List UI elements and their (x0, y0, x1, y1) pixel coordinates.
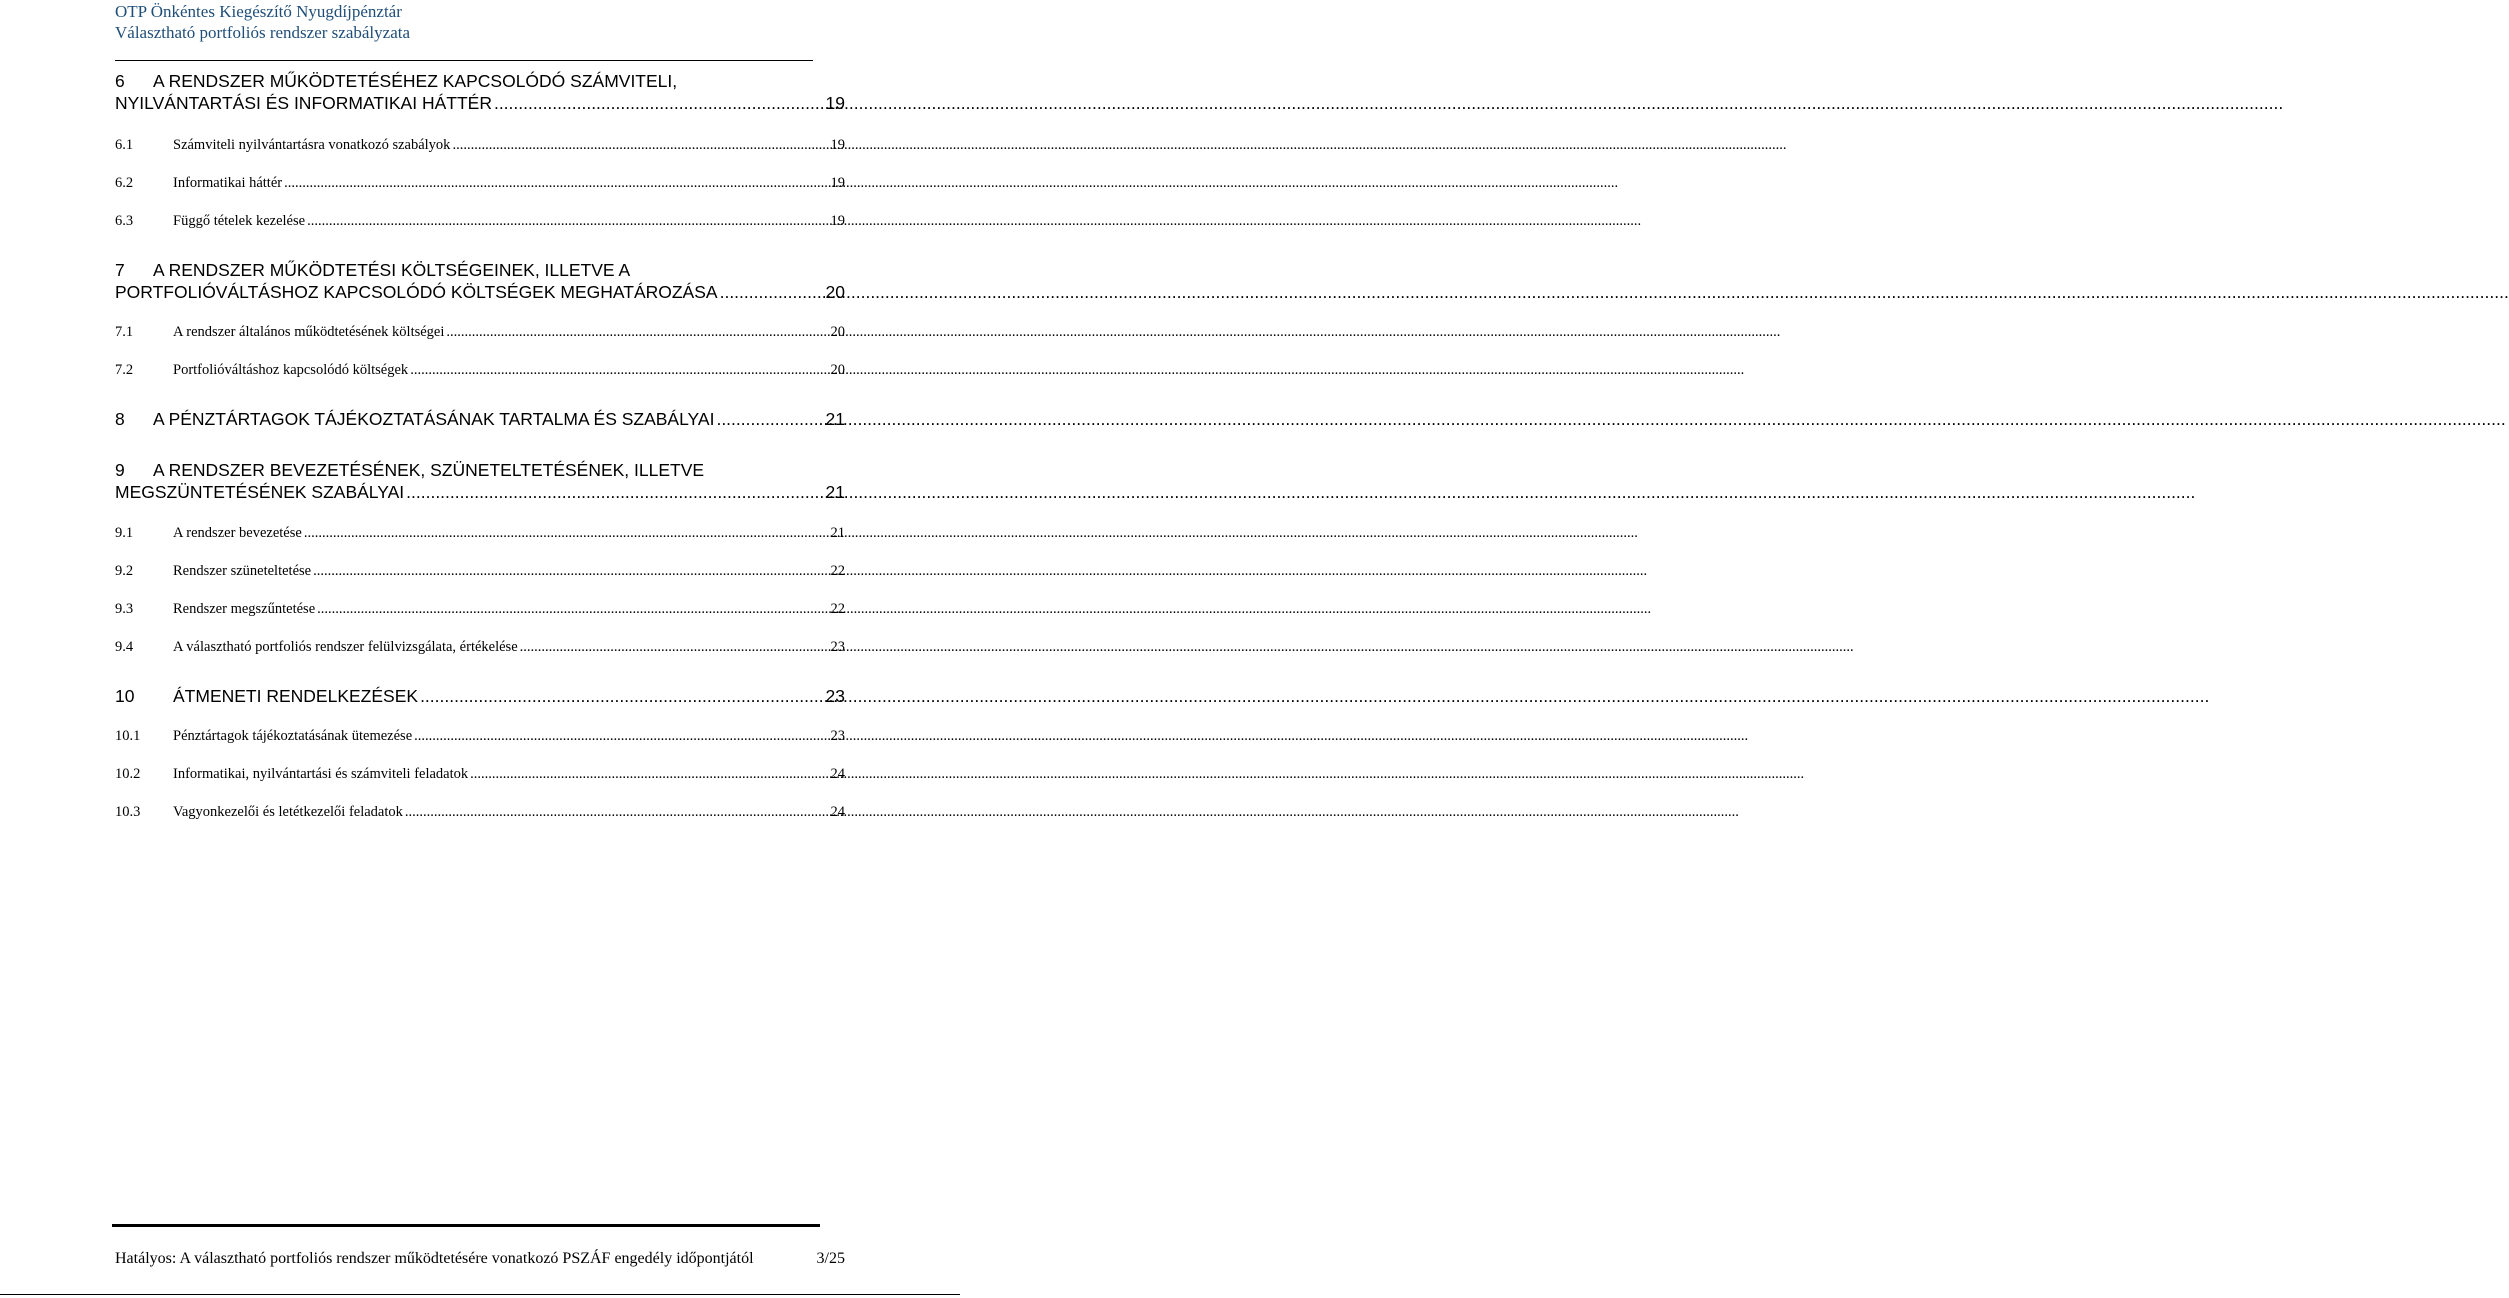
toc-leader (307, 212, 828, 230)
toc-title: Vagyonkezelői és letétkezelői feladatok (173, 804, 403, 820)
toc-page: 22 (830, 601, 845, 617)
toc-leader (405, 803, 829, 821)
toc-leader (520, 638, 829, 656)
header-divider (115, 60, 813, 61)
toc-entry-9-1[interactable] (115, 524, 845, 542)
toc-number: 9.4 (115, 639, 134, 655)
toc-entry-6-3[interactable] (115, 212, 845, 230)
toc-page: 22 (830, 563, 845, 579)
document-footer (115, 1249, 845, 1269)
toc-title: A választható portfoliós rendszer felülvizsgálata, értékelése (173, 639, 518, 655)
toc-number: 9.3 (115, 601, 134, 617)
toc-entry-7-2[interactable] (115, 361, 845, 379)
toc-page: 20 (825, 282, 845, 302)
toc-title: Informatikai, nyilvántartási és számviteli feladatok (173, 766, 469, 782)
toc-number: 9.1 (115, 525, 134, 541)
toc-page: 20 (830, 324, 845, 340)
toc-page: 24 (830, 804, 845, 820)
toc-page: 20 (830, 362, 845, 378)
toc-page: 23 (830, 728, 845, 744)
toc-number: 6.3 (115, 213, 134, 229)
toc-number: 9.2 (115, 563, 134, 579)
toc-page: 19 (825, 93, 845, 113)
toc-entry-6[interactable] (115, 70, 845, 114)
toc-title: Rendszer szüneteltetése (173, 563, 312, 579)
toc-number: 10 (115, 686, 135, 706)
toc-leader (313, 562, 828, 580)
toc-number: 10.2 (115, 766, 141, 782)
toc-number: 6.2 (115, 175, 134, 191)
toc-page: 21 (825, 409, 845, 429)
toc-entry-10-3[interactable] (115, 803, 845, 821)
toc-title: A rendszer bevezetése (173, 525, 302, 541)
toc-page: 24 (830, 766, 845, 782)
toc-page: 23 (830, 639, 845, 655)
toc-entry-7-1[interactable] (115, 323, 845, 341)
toc-title: Informatikai háttér (173, 175, 283, 191)
toc-page: 23 (825, 686, 845, 706)
toc-title: Számviteli nyilvántartásra vonatkozó szabályok (173, 137, 451, 153)
toc-entry-7[interactable] (115, 259, 845, 303)
toc-title: PORTFOLIÓVÁLTÁSHOZ KAPCSOLÓDÓ KÖLTSÉGEK MEGHATÁROZÁSA (115, 282, 718, 302)
toc-leader (284, 174, 828, 192)
toc-leader (452, 136, 828, 154)
toc-number: 6 (115, 71, 125, 91)
toc-entry-9-4[interactable] (115, 638, 845, 656)
toc-title-line1: A RENDSZER MŰKÖDTETÉSI KÖLTSÉGEINEK, ILLETVE A (153, 260, 631, 280)
toc-entry-9-3[interactable] (115, 600, 845, 618)
toc-number: 7.1 (115, 324, 134, 340)
toc-page: 21 (825, 482, 845, 502)
toc-leader (494, 92, 824, 114)
toc-number: 10.3 (115, 804, 141, 820)
toc-leader (716, 408, 823, 430)
toc-title: ÁTMENETI RENDELKEZÉSEK (173, 686, 419, 706)
toc-entry-6-2[interactable] (115, 174, 845, 192)
footer-divider (112, 1224, 820, 1227)
toc-title-line1: A RENDSZER BEVEZETÉSÉNEK, SZÜNETELTETÉSÉNEK, ILLETVE (153, 460, 705, 480)
toc-title: A rendszer általános működtetésének költségei (173, 324, 445, 340)
toc-title: MEGSZÜNTETÉSÉNEK SZABÁLYAI (115, 482, 405, 502)
document-title: Választható portfoliós rendszer szabályzata (115, 23, 411, 42)
toc-entry-10-2[interactable] (115, 765, 845, 783)
toc-leader (446, 323, 828, 341)
toc-number: 10.1 (115, 728, 141, 744)
toc-leader (317, 600, 828, 618)
toc-title: NYILVÁNTARTÁSI ÉS INFORMATIKAI HÁTTÉR (115, 93, 492, 113)
toc-number: 7 (115, 260, 125, 280)
toc-number: 6.1 (115, 137, 134, 153)
footer-validity-text: Hatályos: A választható portfoliós rendszer működtetésére vonatkozó PSZÁF engedély időpontjától (115, 1250, 754, 1267)
toc-leader (410, 361, 828, 379)
toc-entry-8[interactable] (115, 408, 845, 430)
fund-name: OTP Önkéntes Kiegészítő Nyugdíjpénztár (115, 2, 402, 21)
toc-title: A PÉNZTÁRTAGOK TÁJÉKOZTATÁSÁNAK TARTALMA ÉS SZABÁLYAI (153, 409, 715, 429)
toc-number: 8 (115, 409, 125, 429)
toc-title: Pénztártagok tájékoztatásának ütemezése (173, 728, 413, 744)
toc-title-line1: A RENDSZER MŰKÖDTETÉSÉHEZ KAPCSOLÓDÓ SZÁMVITELI, (153, 71, 678, 91)
document-header (115, 2, 835, 43)
toc-leader (720, 281, 824, 303)
toc-page: 19 (830, 137, 845, 153)
toc-page: 19 (830, 213, 845, 229)
toc-number: 7.2 (115, 362, 134, 378)
footer-page-number: 3/25 (816, 1250, 845, 1267)
toc-entry-10[interactable] (115, 685, 845, 707)
toc-number: 9 (115, 460, 125, 480)
toc-leader (406, 481, 823, 503)
toc-title: Rendszer megszűntetése (173, 601, 316, 617)
toc-title: Portfolióváltáshoz kapcsolódó költségek (173, 362, 409, 378)
toc-leader (414, 727, 828, 745)
toc-leader (304, 524, 829, 542)
toc-entry-10-1[interactable] (115, 727, 845, 745)
toc-page: 19 (830, 175, 845, 191)
toc-page: 21 (830, 525, 845, 541)
page-bottom-edge (0, 1294, 960, 1295)
toc-leader (420, 685, 823, 707)
toc-entry-9[interactable] (115, 459, 845, 503)
toc-entry-9-2[interactable] (115, 562, 845, 580)
toc-title: Függő tételek kezelése (173, 213, 306, 229)
toc-entry-6-1[interactable] (115, 136, 845, 154)
toc-leader (470, 765, 828, 783)
